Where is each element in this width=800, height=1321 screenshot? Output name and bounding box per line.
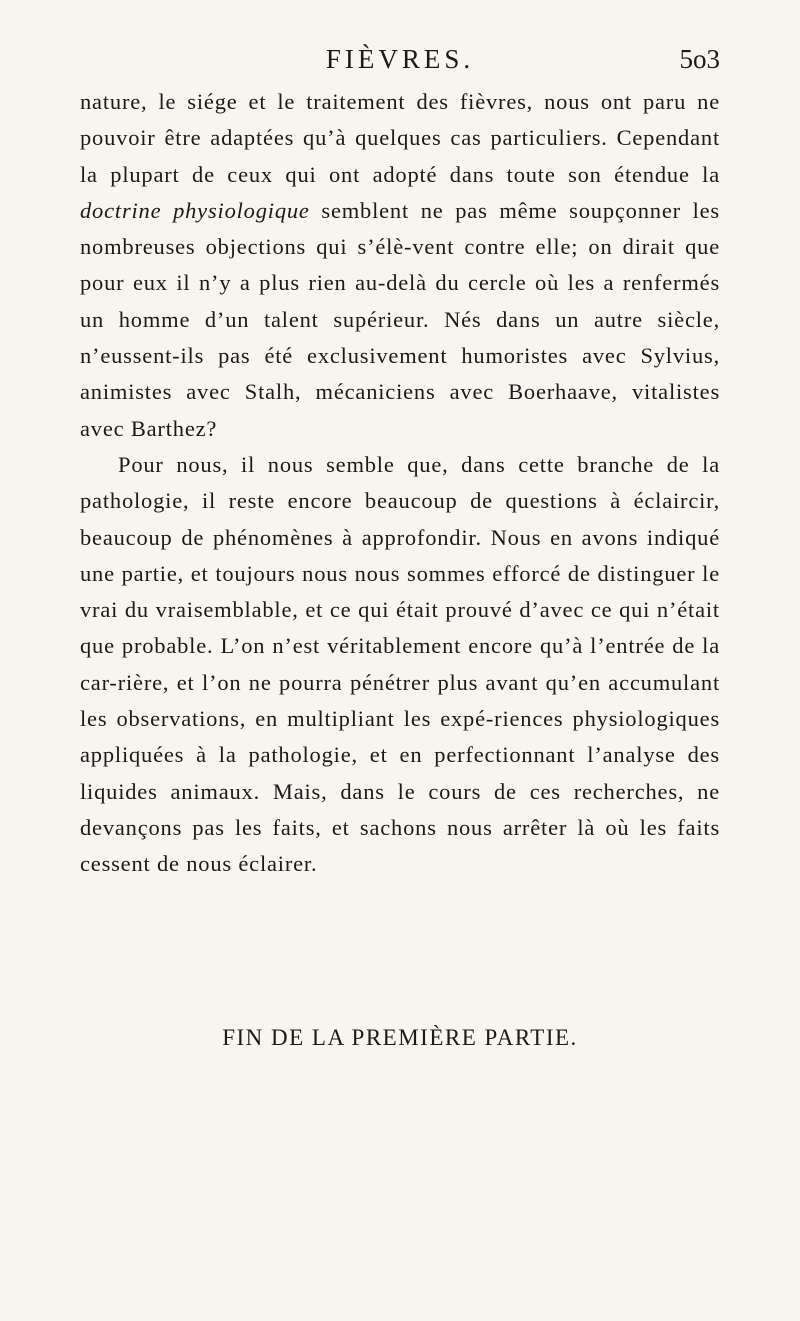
paragraph-1-text-b: semblent ne pas même soupçonner les nombreuses objections qui s’élè-vent contre elle; on dirait que pour eux il n’y a plus rien au-delà du cercle où les a renfermés un homme d’un talent supérieur. Nés dans un autre siècle, n’eussent-ils pas été exclusivement humoristes avec Sylvius, animistes avec Stalh, mécaniciens avec Boerhaave, vitalistes avec Barthez? — [80, 197, 720, 441]
running-title: FIÈVRES. — [325, 44, 475, 74]
end-of-part-note: FIN DE LA PREMIÈRE PARTIE. — [222, 1025, 578, 1050]
paragraph-1 — [80, 84, 720, 447]
body-text — [80, 84, 720, 883]
running-head — [80, 44, 720, 84]
italic-term: doctrine physiologique — [80, 197, 310, 223]
paragraph-2: Pour nous, il nous semble que, dans cette branche de la pathologie, il reste encore beaucoup de questions à éclaircir, beaucoup de phénomènes à approfondir. Nous en avons indiqué une partie, et toujours nous nous sommes efforcé de distinguer le vrai du vraisemblable, et ce qui était prouvé d’avec ce qui n’était que probable. L’on n’est véritablement encore qu’à l’entrée de la car-rière, et l’on ne pourra pénétrer plus avant qu’en accumulant les observations, en multipliant les expé-riences physiologiques appliquées à la pathologie, et en perfectionnant l’analyse des liquides animaux. Mais, dans le cours de ces recherches, ne devançons pas les faits, et sachons nous arrêter là où les faits cessent de nous éclairer. — [80, 451, 720, 877]
paragraph-1-text-a: nature, le siége et le traitement des fièvres, nous ont paru ne pouvoir être adaptées qu’à quelques cas particuliers. Cependant la plupart de ceux qui ont adopté dans toute son étendue la — [80, 89, 720, 187]
page-number: 5o3 — [679, 44, 720, 74]
